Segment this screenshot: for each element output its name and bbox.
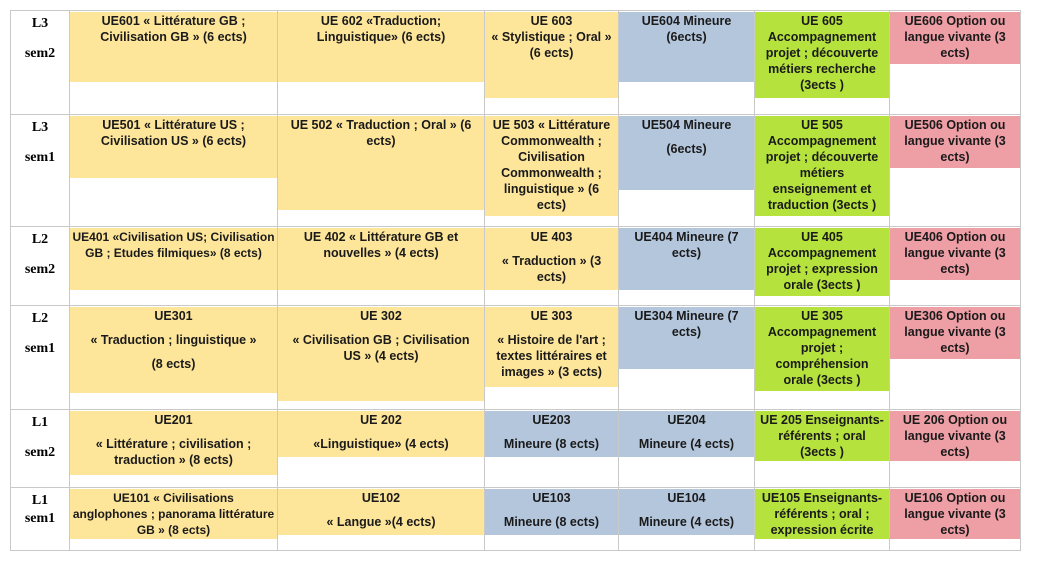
ue-text-line: (6ects) [666, 142, 707, 156]
table-row [11, 11, 1021, 115]
ue-text-line: ects) [366, 134, 396, 148]
ue-text-line: «Linguistique» (4 ects) [313, 437, 449, 451]
level-label-cell [11, 410, 70, 488]
ue-text-line: « Littérature ; civilisation ; [95, 437, 252, 451]
table-row [11, 227, 1021, 306]
level-label-cell [11, 227, 70, 306]
ue-text-line: UE 403 [530, 230, 573, 244]
ue-text-line: projet ; expression [766, 262, 878, 276]
ue-text-line: anglophones ; panorama littérature [72, 507, 275, 521]
ue-text-line: UE 205 Enseignants- [760, 413, 884, 427]
ue-cell [485, 410, 619, 488]
ue-cell [890, 115, 1021, 227]
ue-text-line: Civilisation US » (6 ects) [100, 134, 247, 148]
ue-text-line: Mineure (4 ects) [638, 437, 735, 451]
ue-block [890, 307, 1020, 359]
ue-block [278, 12, 484, 82]
ue-cell [70, 115, 278, 227]
ue-text-line: nouvelles » (4 ects) [323, 246, 439, 260]
ue-text-line: expression écrite [770, 523, 874, 537]
ue-text-line: UE 206 Option ou [902, 413, 1008, 427]
ue-text-line: ects) [940, 341, 970, 355]
ue-text-line: orale (3ects ) [783, 278, 861, 292]
ue-cell [278, 306, 485, 410]
ue-text-line: UE 602 «Traduction; [320, 14, 442, 28]
ue-text-line: Civilisation GB » (6 ects) [100, 30, 247, 44]
ue-text-line: métiers [799, 166, 845, 180]
ue-text-line: Mineure (8 ects) [503, 437, 600, 451]
semester-label: sem2 [24, 445, 56, 460]
level-label: L3 [31, 120, 49, 135]
ue-text-line: « Histoire de l'art ; [497, 333, 606, 347]
ue-text-line: « Traduction » (3 [501, 254, 602, 268]
semester-label: sem1 [24, 511, 56, 526]
ue-text-line: référents ; oral ; [774, 507, 870, 521]
ue-block [70, 411, 277, 475]
ue-cell [485, 306, 619, 410]
ue-text-line: Civilisation [518, 150, 585, 164]
ue-cell [70, 11, 278, 115]
ue-block [70, 307, 277, 393]
ue-text-line: UE 405 [801, 230, 843, 244]
ue-block [485, 12, 618, 98]
ue-cell [755, 11, 890, 115]
ue-text-line: US » (4 ects) [343, 349, 419, 363]
ue-block [278, 489, 484, 535]
ue-cell [755, 306, 890, 410]
ue-text-line: UE601 « Littérature GB ; [101, 14, 246, 28]
ue-block [755, 489, 889, 539]
ue-text-line: UE506 Option ou [904, 118, 1006, 132]
ue-text-line: ects) [940, 262, 970, 276]
ue-text-line: langue vivante (3 [904, 134, 1006, 148]
ue-text-line: projet ; [800, 341, 844, 355]
ue-text-line: Accompagnement [767, 30, 877, 44]
level-label: L1 [31, 493, 49, 508]
ue-text-line: métiers recherche [768, 62, 876, 76]
level-label: L2 [31, 232, 49, 247]
ue-text-line: (6ects) [666, 30, 707, 44]
ue-cell [619, 11, 755, 115]
ue-text-line: UE 402 « Littérature GB et [303, 230, 459, 244]
ue-text-line: ects) [671, 325, 702, 339]
ue-text-line: UE 503 « Littérature [492, 118, 611, 132]
ue-block [619, 411, 754, 457]
ue-block [890, 116, 1020, 168]
ue-text-line: UE 305 [801, 309, 843, 323]
ue-cell [278, 227, 485, 306]
ue-cell [619, 306, 755, 410]
curriculum-table [10, 10, 1021, 551]
ue-text-line: UE 302 [360, 309, 402, 323]
ue-text-line: UE401 «Civilisation US; Civilisation [72, 230, 275, 244]
ue-block [890, 228, 1020, 280]
ue-block [278, 411, 484, 457]
ue-text-line: Mineure (8 ects) [503, 515, 600, 529]
level-label-cell [11, 306, 70, 410]
ue-text-line: Accompagnement [767, 325, 877, 339]
ue-cell [485, 488, 619, 551]
ue-text-line: UE201 [154, 413, 193, 427]
ue-text-line: UE404 Mineure (7 [634, 230, 739, 244]
ue-text-line: ects) [536, 198, 567, 212]
ue-text-line: UE304 Mineure (7 [634, 309, 739, 323]
ue-text-line: « Civilisation GB ; Civilisation [292, 333, 470, 347]
ue-cell [619, 115, 755, 227]
ue-text-line: images » (3 ects) [501, 365, 602, 379]
ue-text-line: textes littéraires et [496, 349, 607, 363]
ue-block [890, 489, 1020, 539]
ue-cell [755, 115, 890, 227]
ue-block [485, 411, 618, 457]
ue-cell [890, 488, 1021, 551]
ue-block [485, 307, 618, 387]
ue-text-line: UE 303 [530, 309, 573, 323]
ue-text-line: langue vivante (3 [904, 30, 1006, 44]
ue-cell [755, 488, 890, 551]
ue-text-line: (3ects ) [800, 78, 844, 92]
ue-cell [278, 11, 485, 115]
ue-text-line: Linguistique» (6 ects) [316, 30, 446, 44]
ue-block [278, 116, 484, 210]
ue-block [755, 411, 889, 461]
ue-text-line: projet ; découverte [765, 150, 879, 164]
ue-text-line: UE105 Enseignants- [761, 491, 883, 505]
ue-cell [619, 227, 755, 306]
ue-text-line: UE203 [532, 413, 571, 427]
ue-text-line: UE101 « Civilisations [113, 491, 234, 505]
ue-text-line: GB ; Etudes filmiques» (8 ects) [85, 246, 262, 260]
ue-text-line: Accompagnement [767, 134, 877, 148]
ue-text-line: orale (3ects ) [783, 373, 861, 387]
ue-text-line: UE604 Mineure [641, 14, 732, 28]
ue-cell [70, 306, 278, 410]
ue-block [755, 307, 889, 391]
ue-text-line: Accompagnement [767, 246, 877, 260]
ue-text-line: « Langue »(4 ects) [326, 515, 436, 529]
ue-text-line: UE102 [361, 491, 401, 505]
ue-block [70, 489, 277, 539]
ue-text-line: UE501 « Littérature US ; [102, 118, 245, 132]
ue-text-line: ects) [536, 270, 567, 284]
ue-text-line: référents ; oral [778, 429, 866, 443]
ue-cell [890, 306, 1021, 410]
ue-text-line: UE301 [154, 309, 193, 323]
semester-label: sem1 [24, 341, 56, 356]
ue-cell [755, 227, 890, 306]
ue-text-line: ects) [940, 445, 970, 459]
level-label-cell [11, 11, 70, 115]
ue-block [755, 228, 889, 296]
ue-cell [278, 115, 485, 227]
ue-text-line: ects) [940, 150, 970, 164]
ue-block [890, 411, 1020, 461]
ue-text-line: UE406 Option ou [904, 230, 1006, 244]
table-row [11, 488, 1021, 551]
ue-cell [485, 11, 619, 115]
ue-block [755, 12, 889, 98]
ue-cell [890, 11, 1021, 115]
ue-text-line: UE 505 [801, 118, 843, 132]
level-label: L3 [31, 16, 49, 31]
ue-block [278, 228, 484, 290]
ue-text-line: ects) [940, 46, 970, 60]
ue-text-line: UE306 Option ou [904, 309, 1006, 323]
ue-cell [278, 410, 485, 488]
semester-label: sem2 [24, 46, 56, 61]
level-label: L1 [31, 415, 49, 430]
ue-text-line: Mineure (4 ects) [638, 515, 735, 529]
ue-text-line: UE204 [667, 413, 706, 427]
table-row [11, 410, 1021, 488]
ue-text-line: UE106 Option ou [904, 491, 1006, 505]
ue-text-line: UE 502 « Traduction ; Oral » (6 [290, 118, 472, 132]
level-label: L2 [31, 311, 49, 326]
ue-text-line: compréhension [775, 357, 869, 371]
semester-label: sem1 [24, 150, 56, 165]
ue-text-line: Commonwealth ; [501, 134, 602, 148]
ue-block [619, 228, 754, 290]
ue-text-line: enseignement et [772, 182, 872, 196]
ue-text-line: Commonwealth ; [501, 166, 602, 180]
ue-text-line: UE103 [532, 491, 571, 505]
ue-text-line: projet ; découverte [765, 46, 879, 60]
ue-cell [890, 227, 1021, 306]
ue-block [485, 228, 618, 290]
ue-cell [70, 227, 278, 306]
ue-cell [619, 488, 755, 551]
ue-cell [485, 115, 619, 227]
ue-text-line: linguistique » (6 [503, 182, 600, 196]
ue-cell [755, 410, 890, 488]
level-label-cell [11, 488, 70, 551]
ue-text-line: « Traduction ; linguistique » [90, 333, 257, 347]
semester-label: sem2 [24, 262, 56, 277]
ue-block [755, 116, 889, 216]
ue-text-line: UE 202 [360, 413, 402, 427]
level-label-cell [11, 115, 70, 227]
ue-text-line: UE104 [667, 491, 706, 505]
ue-block [70, 12, 277, 82]
ue-block [278, 307, 484, 401]
ue-text-line: langue vivante (3 [904, 507, 1006, 521]
ue-text-line: traduction » (8 ects) [114, 453, 233, 467]
table-row [11, 115, 1021, 227]
ue-cell [70, 410, 278, 488]
ue-text-line: langue vivante (3 [904, 429, 1006, 443]
ue-cell [485, 227, 619, 306]
ue-block [619, 489, 754, 535]
ue-block [70, 116, 277, 178]
ue-text-line: « Stylistique ; Oral » [491, 30, 612, 44]
ue-block [890, 12, 1020, 64]
ue-cell [890, 410, 1021, 488]
ue-text-line: (6 ects) [529, 46, 574, 60]
ue-cell [278, 488, 485, 551]
ue-text-line: traduction (3ects ) [767, 198, 877, 212]
ue-text-line: UE504 Mineure [641, 118, 732, 132]
ue-cell [70, 488, 278, 551]
ue-cell [619, 410, 755, 488]
ue-block [485, 116, 618, 216]
ue-text-line: UE606 Option ou [904, 14, 1006, 28]
ue-block [619, 12, 754, 82]
ue-text-line: langue vivante (3 [904, 246, 1006, 260]
ue-block [485, 489, 618, 535]
ue-text-line: ects) [940, 523, 970, 537]
ue-block [619, 307, 754, 369]
table-row [11, 306, 1021, 410]
ue-text-line: langue vivante (3 [904, 325, 1006, 339]
ue-block [70, 228, 277, 290]
ue-text-line: ects) [671, 246, 702, 260]
ue-text-line: GB » (8 ects) [136, 523, 211, 537]
ue-text-line: UE 605 [801, 14, 843, 28]
ue-text-line: (3ects ) [800, 445, 844, 459]
ue-text-line: (8 ects) [151, 357, 196, 371]
ue-block [619, 116, 754, 190]
ue-text-line: UE 603 [530, 14, 573, 28]
